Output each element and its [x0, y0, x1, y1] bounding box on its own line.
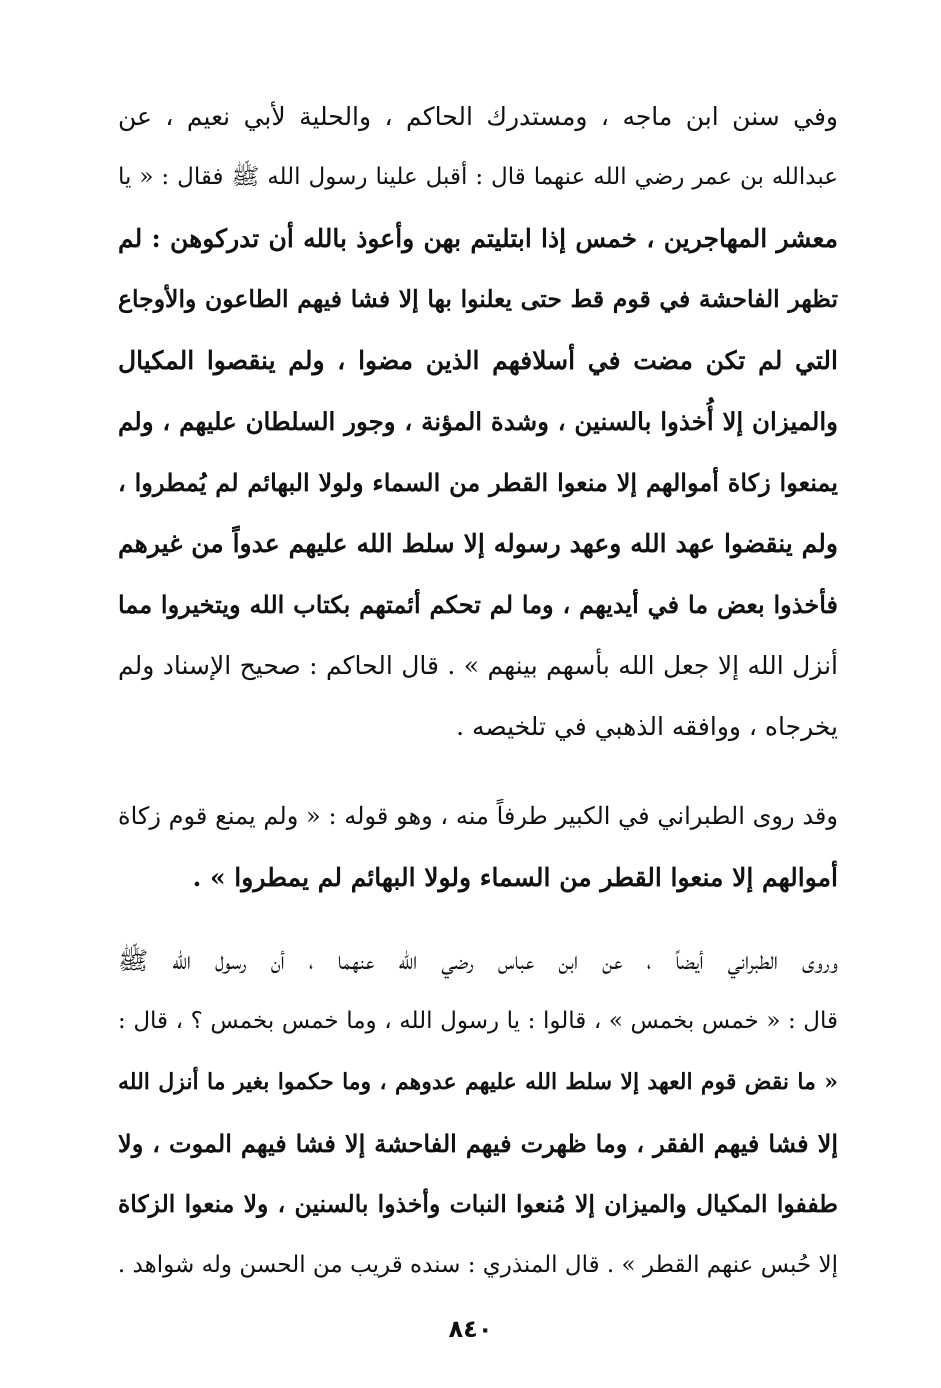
text-line: طففوا المكيال والميزان إلا مُنعوا النبات وأخذوا بالسنين ، ولا منعوا الزكاة: [118, 1190, 838, 1218]
text-line: فأخذوا بعض ما في أيديهم ، وما لم تحكم أئمتهم بكتاب الله ويتخيروا مما: [118, 590, 838, 619]
text-line: إلا حُبس عنهم القطر » . قال المنذري : سنده قريب من الحسن وله شواهد .: [118, 1252, 838, 1278]
paragraph-gap: [118, 757, 838, 786]
page-body: [118, 86, 838, 1296]
paragraph-tabarani-kabir: [118, 786, 838, 908]
text-line: أموالهم إلا منعوا القطر من السماء ولولا البهائم لم يمطروا » .: [192, 863, 838, 892]
paragraph-ibn-majah-hadith: [118, 86, 838, 757]
paragraph-gap: [118, 908, 838, 930]
text-line: ولم ينقضوا عهد الله وعهد رسوله إلا سلط الله عليهم عدواً من غيرهم: [118, 529, 838, 558]
text-line: وقد روى الطبراني في الكبير طرفاً منه ، وهو قوله : « ولم يمنع قوم زكاة: [118, 802, 838, 830]
text-line: أنزل الله إلا جعل الله بأسهم بينهم » . قال الحاكم : صحيح الإسناد ولم: [118, 651, 838, 680]
text-line: « ما نقض قوم العهد إلا سلط الله عليهم عدوهم ، وما حكموا بغير ما أنزل الله: [118, 1069, 838, 1095]
text-line: تظهر الفاحشة في قوم قط حتى يعلنوا بها إلا فشا فيهم الطاعون والأوجاع: [118, 285, 838, 313]
text-line: يمنعوا زكاة أموالهم إلا منعوا القطر من السماء ولولا البهائم لم يُمطروا ،: [118, 468, 838, 497]
text-line: والميزان إلا أُخذوا بالسنين ، وشدة المؤنة ، وجور السلطان عليهم ، ولم: [118, 407, 838, 436]
text-line: إلا فشا فيهم الفقر ، وما ظهرت فيهم الفاحشة إلا فشا فيهم الموت ، ولا: [118, 1129, 838, 1158]
paragraph-ibn-abbas-hadith: [118, 930, 838, 1296]
text-line: قال : « خمس بخمس » ، قالوا : يا رسول الله ، وما خمس بخمس ؟ ، قال :: [118, 1008, 838, 1034]
text-line: يخرجاه ، ووافقه الذهبي في تلخيصه .: [456, 712, 838, 741]
text-line: وفي سنن ابن ماجه ، ومستدرك الحاكم ، والحلية لأبي نعيم ، عن: [118, 102, 838, 131]
text-line: معشر المهاجرين ، خمس إذا ابتليتم بهن وأعوذ بالله أن تدركوهن : لم: [118, 224, 838, 253]
text-line: وروى الطبراني أيضاً ، عن ابن عباس رضي الله عنهما ، أن رسول الله ﷺ: [118, 946, 838, 975]
text-line: التي لم تكن مضت في أسلافهم الذين مضوا ، ولم ينقصوا المكيال: [118, 346, 838, 375]
page-number: ٨٤٠: [448, 1315, 493, 1343]
text-line: عبدالله بن عمر رضي الله عنهما قال : أقبل علينا رسول الله ﷺ فقال : « يا: [118, 164, 838, 190]
